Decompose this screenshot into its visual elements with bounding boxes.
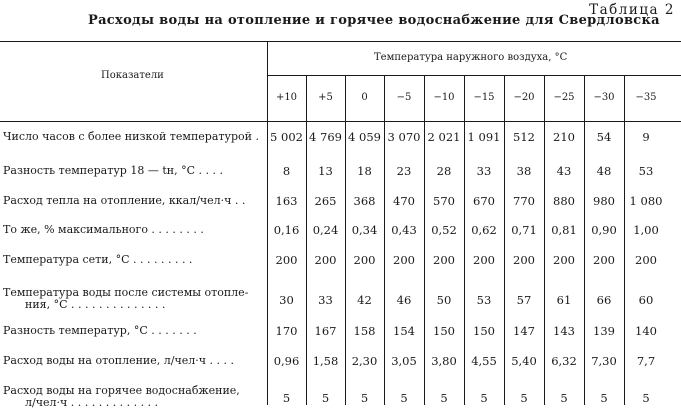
temperature-column-header: −15	[473, 92, 495, 103]
temperature-column-header: −20	[513, 92, 535, 103]
table-cell: 2 021	[427, 130, 461, 144]
table-cell: 200	[473, 253, 495, 267]
table-cell: 0,43	[391, 223, 417, 237]
table-cell: 7,7	[636, 354, 656, 368]
table-cell: 0,81	[551, 223, 577, 237]
table-cell: 210	[553, 130, 575, 144]
table-cell: 43	[556, 164, 572, 178]
row-label	[3, 287, 248, 311]
row-label: Разность температур 18 — tн, °С . . . .	[3, 164, 223, 177]
table-cell: 0,52	[431, 223, 457, 237]
temperature-column-header: −10	[433, 92, 455, 103]
table-cell: 200	[513, 253, 535, 267]
table-cell: 0,16	[273, 223, 300, 237]
table-cell: 3,05	[391, 354, 417, 368]
table-cell: 5	[642, 391, 650, 405]
row-label: Температура сети, °С . . . . . . . . .	[3, 253, 193, 266]
table-cell: 53	[638, 164, 654, 178]
table-cell: 1,00	[633, 223, 659, 237]
table-cell: 66	[596, 293, 612, 307]
table-cell: 13	[318, 164, 333, 178]
table-cell: 512	[513, 130, 535, 144]
table-cell: 200	[314, 253, 337, 267]
table-cell: 167	[314, 324, 337, 338]
table-cell: 0,34	[351, 223, 378, 237]
table-cell: 200	[433, 253, 455, 267]
table-cell: 1,58	[312, 354, 339, 368]
table-cell: 163	[275, 194, 298, 208]
row-label-line: л/чел·ч . . . . . . . . . . . . .	[25, 396, 159, 409]
row-label: Расход воды на отопление, л/чел·ч . . . .	[3, 354, 234, 367]
temperature-column-header: 0	[361, 92, 368, 103]
table-cell: 60	[638, 293, 654, 307]
table-cell: 5	[321, 391, 330, 405]
table-cell: 470	[393, 194, 415, 208]
table-cell: 158	[353, 324, 376, 338]
temperature-column-header: −25	[553, 92, 575, 103]
rule-temp-group	[267, 75, 681, 76]
table-number: Таблица 2	[589, 2, 675, 18]
table-title: Расходы воды на отопление и горячее водоснабжение для Свердловска	[88, 13, 660, 28]
row-label-line: ния, °С . . . . . . . . . . . . . .	[25, 298, 166, 311]
temperature-column-header: +5	[318, 92, 333, 103]
table-cell: 0,96	[273, 354, 300, 368]
table-cell: 3,80	[431, 354, 457, 368]
temperature-group-header: Температура наружного воздуха, °С	[374, 52, 568, 63]
temperature-column-header: −5	[396, 92, 412, 103]
row-label	[3, 385, 240, 409]
table-cell: 18	[357, 164, 372, 178]
table-cell: 4 059	[348, 130, 381, 144]
table-cell: 0,24	[312, 223, 339, 237]
table-cell: 170	[275, 324, 298, 338]
table-cell: 8	[282, 164, 291, 178]
table-cell: 200	[593, 253, 615, 267]
table-cell: 23	[396, 164, 412, 178]
table-cell: 30	[279, 293, 294, 307]
table-cell: 5 002	[270, 130, 303, 144]
table-cell: 147	[513, 324, 535, 338]
table-cell: 770	[513, 194, 535, 208]
table-cell: 368	[353, 194, 376, 208]
table-cell: 9	[642, 130, 650, 144]
table-cell: 200	[275, 253, 298, 267]
table-cell: 57	[516, 293, 532, 307]
temperature-column-header: −30	[593, 92, 615, 103]
table-cell: 5	[600, 391, 608, 405]
table-cell: 0,90	[591, 223, 617, 237]
table-cell: 3 070	[387, 130, 421, 144]
table-cell: 5	[520, 391, 528, 405]
table-cell: 28	[436, 164, 452, 178]
table-cell: 4,55	[471, 354, 497, 368]
table-cell: 154	[393, 324, 415, 338]
table-cell: 200	[393, 253, 415, 267]
table-cell: 0,62	[471, 223, 497, 237]
table-cell: 46	[396, 293, 412, 307]
rule-header-bottom	[0, 121, 681, 122]
row-label: Расход тепла на отопление, ккал/чел·ч . .	[3, 194, 246, 207]
row-label-line: Расход воды на горячее водоснабжение,	[3, 384, 240, 397]
table-cell: 5	[480, 391, 488, 405]
table-cell: 61	[556, 293, 572, 307]
table-cell: 2,30	[351, 354, 378, 368]
table-cell: 5	[560, 391, 568, 405]
table-cell: 1 091	[467, 130, 501, 144]
table-cell: 143	[553, 324, 575, 338]
table-cell: 140	[635, 324, 657, 338]
table-cell: 150	[433, 324, 455, 338]
table-cell: 5	[400, 391, 408, 405]
table-cell: 570	[433, 194, 455, 208]
table-cell: 5,40	[511, 354, 537, 368]
table-cell: 5	[440, 391, 448, 405]
indicators-header: Показатели	[101, 70, 164, 81]
row-label: То же, % максимального . . . . . . . .	[3, 223, 204, 236]
table-cell: 265	[314, 194, 337, 208]
table-cell: 5	[360, 391, 369, 405]
table-cell: 0,71	[511, 223, 537, 237]
table-cell: 200	[635, 253, 657, 267]
table-cell: 42	[357, 293, 372, 307]
table-cell: 5	[282, 391, 291, 405]
table-cell: 6,32	[551, 354, 577, 368]
table-cell: 50	[436, 293, 452, 307]
temperature-column-header: −35	[635, 92, 657, 103]
table-cell: 670	[473, 194, 495, 208]
row-label-line: Температура воды после системы отопле-	[3, 286, 249, 299]
table-cell: 53	[476, 293, 492, 307]
table-cell: 33	[476, 164, 492, 178]
rule-top	[0, 41, 681, 42]
table-cell: 54	[596, 130, 612, 144]
table-cell: 150	[473, 324, 495, 338]
table-cell: 880	[553, 194, 575, 208]
table-cell: 48	[596, 164, 612, 178]
table-cell: 200	[553, 253, 575, 267]
table-cell: 7,30	[591, 354, 617, 368]
table-cell: 38	[516, 164, 532, 178]
table-cell: 980	[593, 194, 615, 208]
table-cell: 4 769	[309, 130, 342, 144]
temperature-column-header: +10	[275, 92, 298, 103]
table-cell: 139	[593, 324, 615, 338]
table-cell: 200	[353, 253, 376, 267]
table-cell: 1 080	[629, 194, 663, 208]
table-cell: 33	[318, 293, 333, 307]
row-label: Разность температур, °С . . . . . . .	[3, 324, 197, 337]
row-label: Число часов с более низкой температурой .	[3, 130, 259, 143]
